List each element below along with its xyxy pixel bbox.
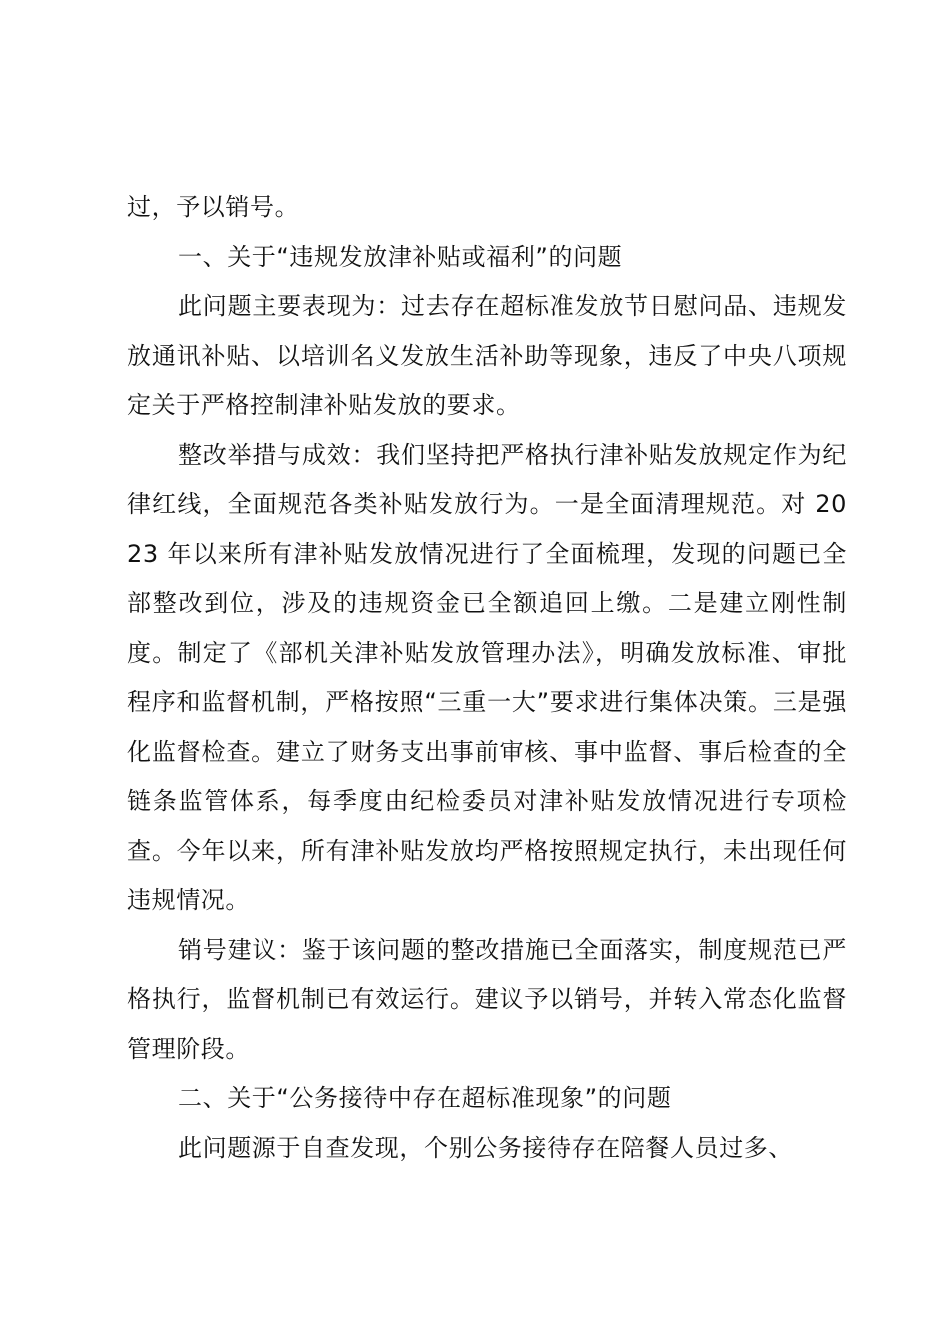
paragraph-problem-source: 此问题源于自查发现，个别公务接待存在陪餐人员过多、 xyxy=(178,1133,793,1162)
section-heading-1: 一、关于“违规发放津补贴或福利”的问题 xyxy=(178,242,623,271)
section-heading-2: 二、关于“公务接待中存在超标准现象”的问题 xyxy=(178,1084,672,1112)
paragraph-closure-suggestion: 销号建议：鉴于该问题的整改措施已全面落实，制度规范已严格执行，监督机制已有效运行。建议予以销号，并转入常态化监督管理阶段。 xyxy=(127,935,847,1063)
document-body xyxy=(127,183,847,1173)
paragraph-problem-description: 此问题主要表现为：过去存在超标准发放节日慰问品、违规发放通讯补贴、以培训名义发放生活补助等现象，违反了中央八项规定关于严格控制津补贴发放的要求。 xyxy=(127,292,847,419)
paragraph-continuation: 过，予以销号。 xyxy=(127,193,300,221)
paragraph-rectification-measures: 整改举措与成效：我们坚持把严格执行津补贴发放规定作为纪律红线，全面规范各类补贴发放行为。一是全面清理规范。对 2023 年以来所有津补贴发放情况进行了全面梳理，发现的问题已全部整改到位，涉及的违规资金已全额追回上缴。二是建立刚性制度。制定了《部机关津补贴发放管理办法》，明确发放标准、审批程序和监督机制，严格按照“三重一大”要求进行集体决策。三是强化监督检查。建立了财务支出事前审核、事中监督、事后检查的全链条监管体系，每季度由纪检委员对津补贴发放情况进行专项检查。今年以来，所有津补贴发放均严格按照规定执行，未出现任何违规情况。 xyxy=(127,440,847,914)
